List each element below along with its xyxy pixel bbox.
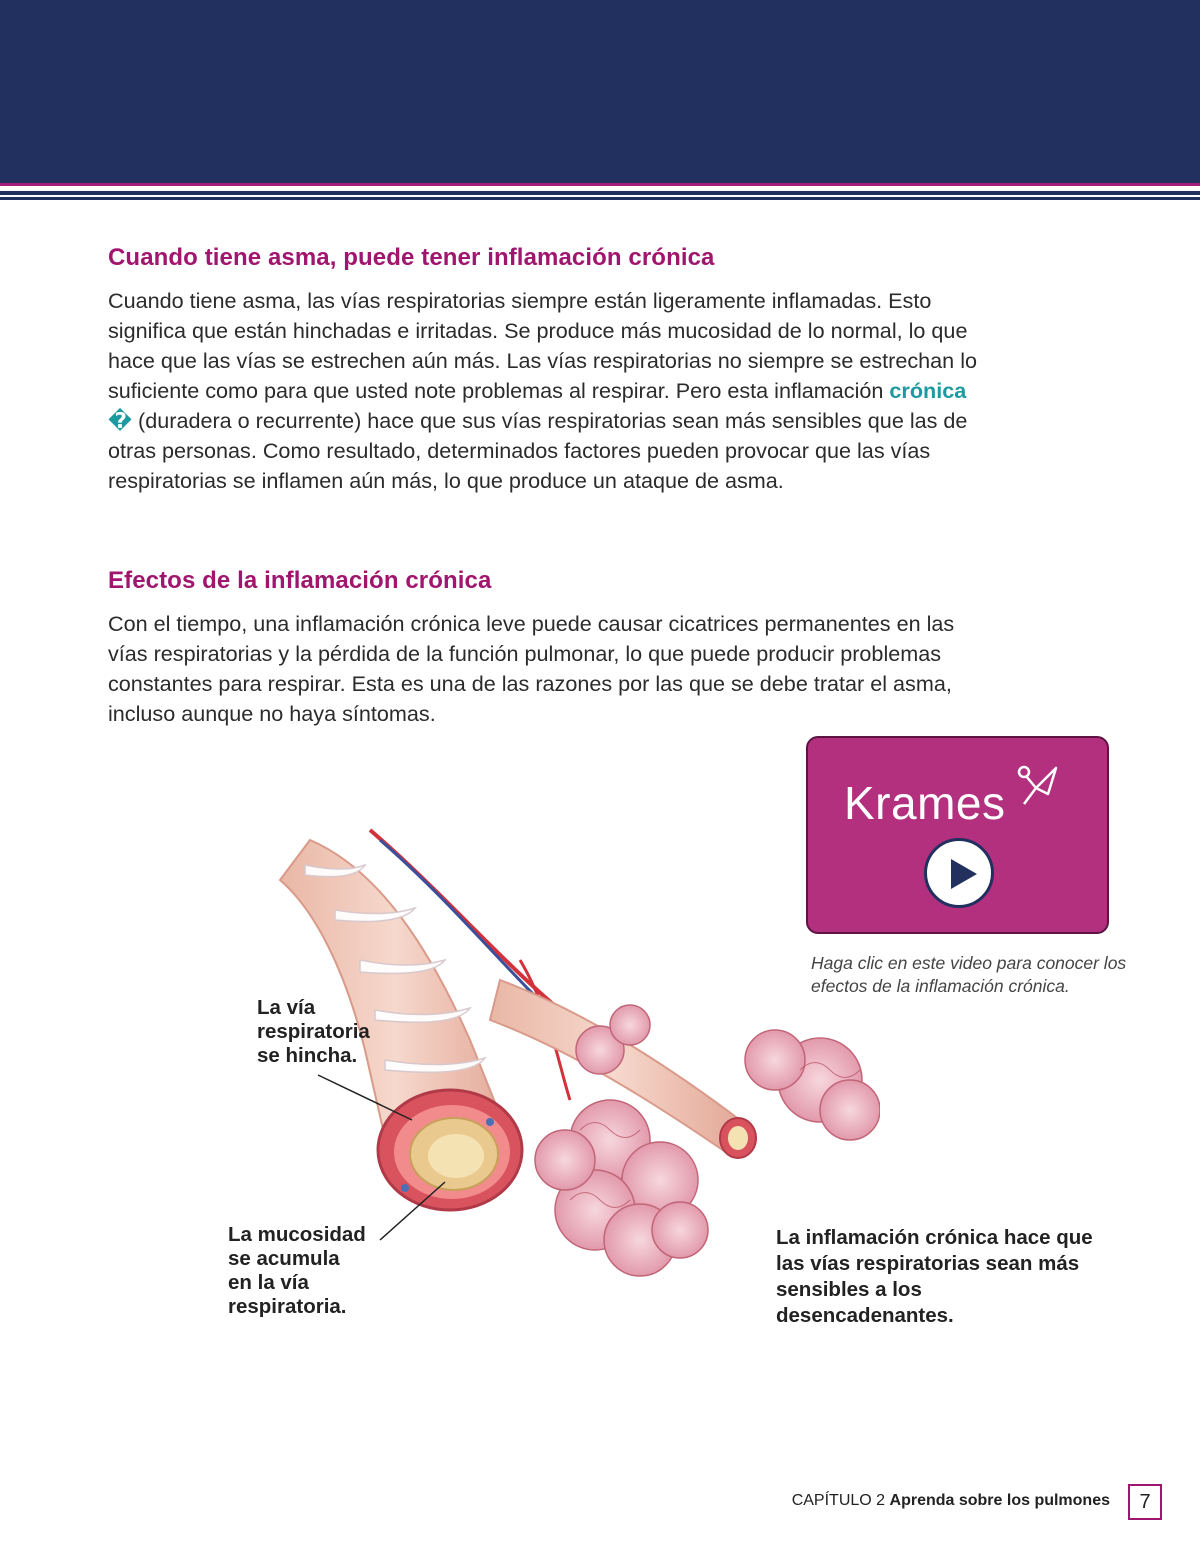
label-mucus-builds: La mucosidad se acumula en la vía respiratoria. bbox=[228, 1223, 366, 1318]
section-heading-chronic-inflammation: Cuando tiene asma, puede tener inflamación crónica bbox=[108, 244, 715, 271]
section-body-chronic-inflammation bbox=[108, 286, 988, 496]
glossary-link-cronica[interactable]: crónica � bbox=[108, 378, 967, 433]
page-number: 7 bbox=[1128, 1484, 1162, 1520]
hummingbird-logo-icon bbox=[1012, 760, 1072, 815]
label-chronic-sensitivity: La inflamación crónica hace que las vías respiratorias sean más sensibles a los desencadenantes. bbox=[776, 1226, 1093, 1327]
header-stripe bbox=[0, 197, 1200, 200]
section-heading-effects: Efectos de la inflamación crónica bbox=[108, 567, 492, 594]
play-icon bbox=[945, 856, 979, 892]
label-airway-swells: La vía respiratoria se hincha. bbox=[257, 996, 370, 1067]
section-body-effects: Con el tiempo, una inflamación crónica leve puede causar cicatrices permanentes en las vías respiratorias y la pérdida de la función pulmonar, lo que puede producir problemas constantes para respirar. Esta es una de las razones por las que se debe tratar el asma, incluso aunque no haya síntomas. bbox=[108, 611, 955, 726]
footer-chapter-title: Aprenda sobre los pulmones bbox=[889, 1492, 1110, 1509]
body-text: (duradera o recurrente) hace que sus vías respiratorias sean más sensibles que las de otras personas. Como resultado, determinados factores pueden provocar que las vías respiratorias se inflamen aún más, lo que produce un ataque de asma. bbox=[108, 408, 968, 493]
brand-logo-text: Krames bbox=[844, 777, 1006, 829]
header-band bbox=[0, 0, 1200, 183]
play-button[interactable] bbox=[924, 838, 994, 908]
footer-chapter-number: CAPÍTULO 2 bbox=[791, 1492, 886, 1509]
video-caption: Haga clic en este video para conocer los efectos de la inflamación crónica. bbox=[811, 953, 1127, 996]
body-text: Cuando tiene asma, las vías respiratorias siempre están ligeramente inflamadas. Esto significa que están hinchadas e irritadas. Se produce más mucosidad de lo normal, lo que hace que las vías se estrechen aún más. Las vías respiratorias no siempre se estrechan lo suficiente como para que usted note problemas al respirar. Pero esta inflamación bbox=[108, 288, 978, 403]
footer-chapter bbox=[792, 1492, 1110, 1510]
